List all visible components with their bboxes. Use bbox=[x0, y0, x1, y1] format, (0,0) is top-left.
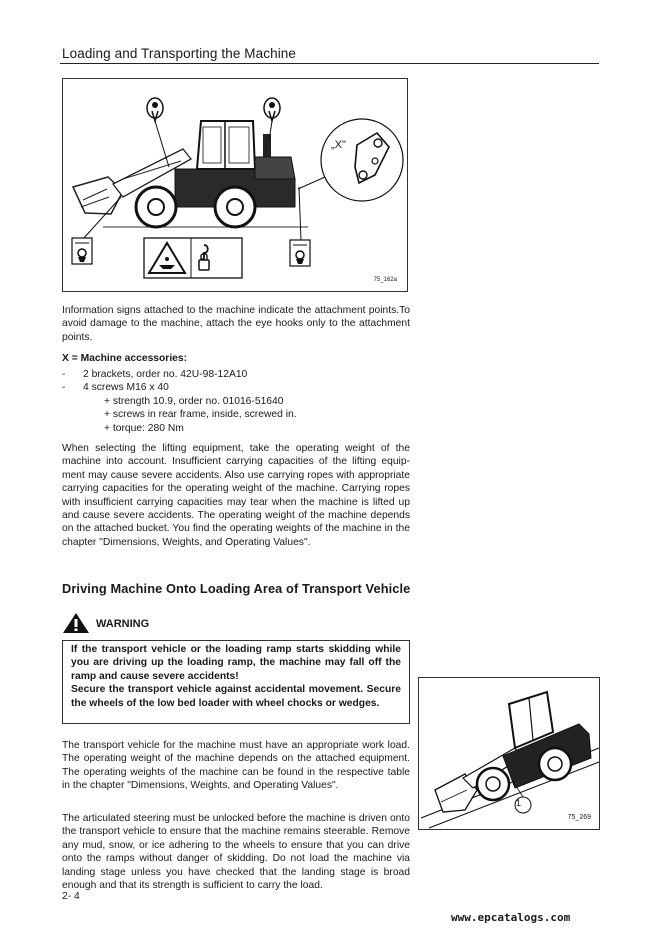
list-item-text: 4 screws M16 x 40 bbox=[83, 382, 169, 394]
crush-hazard-warning-icon bbox=[143, 237, 243, 279]
page-number: 2- 4 bbox=[62, 891, 80, 902]
callout-number: 1 bbox=[516, 798, 522, 808]
warning-text: Secure the transport vehicle against accidental movement. Secure the wheels of the low bed loader with wheel chocks or wedges. bbox=[71, 684, 401, 709]
sub-item: + torque: 280 Nm bbox=[104, 422, 184, 434]
lifting-eye-icon bbox=[146, 97, 164, 125]
list-item bbox=[62, 368, 410, 381]
warning-box bbox=[62, 640, 410, 724]
ramp-loading-figure bbox=[418, 677, 600, 830]
list-item bbox=[62, 381, 410, 435]
figure-code: 75_162a bbox=[373, 277, 397, 283]
lifting-paragraph: When selecting the lifting equipment, take the operating weight of the machine into account. Insufficient carrying capacities of the lifting equip-ment may cause severe accidents. Also use carrying ropes with appropriate carrying capacities for the operating weight of the machine. Carrying ropes with insufficient carrying capacities may tear when the machine is lifted up and cause severe accidents. The operating weight of the machine depends on the attached bucket. You find the operating weights of the machine in the chapter "Dimensions, Weights, and Operating Values". bbox=[62, 443, 410, 548]
lifting-points-figure bbox=[62, 78, 408, 292]
warning-text: If the transport vehicle or the loading ramp starts skidding while you are driving up the loading ramp, the machine may fall off the ramp and cause severe accidents! bbox=[71, 644, 401, 682]
lifting-eye-icon bbox=[263, 97, 281, 125]
intro-paragraph: Information signs attached to the machine indicate the attachment points.To avoid damage to the machine, attach the eye hooks only to the attachment points. bbox=[62, 305, 410, 343]
sub-item: + strength 10.9, order no. 01016-51640 bbox=[104, 395, 284, 407]
header-rule bbox=[60, 63, 599, 64]
warning-triangle-icon bbox=[62, 612, 90, 634]
steering-paragraph: The articulated steering must be unlocked before the machine is driven onto the transport vehicle to ensure that the machine remains steerable. Remove any mud, snow, or ice adhering to the wheels to ensure that you can drive onto the ramps without danger of skidding. Do not load the machine via landing stage unless you have checked that the landing stage is broad enough and that its strength is sufficient to carry the load. bbox=[62, 813, 410, 892]
list-dash: - bbox=[62, 382, 66, 394]
tie-down-icon bbox=[71, 237, 93, 265]
transport-paragraph: The transport vehicle for the machine must have an appropriate work load. The operating weight of the machine depends on the attached equipment. The operating weights of the machine can be found in the respective table in the chapter "Dimensions, Weights, and Operating Values". bbox=[62, 740, 410, 792]
warning-label: WARNING bbox=[96, 618, 150, 630]
section-heading: Driving Machine Onto Loading Area of Transport Vehicle bbox=[62, 581, 411, 596]
accessories-list bbox=[62, 368, 410, 435]
tie-down-icon bbox=[289, 239, 311, 267]
sub-item: + screws in rear frame, inside, screwed in. bbox=[104, 409, 297, 421]
accessories-heading: X = Machine accessories: bbox=[62, 353, 188, 364]
watermark-link[interactable]: www.epcatalogs.com bbox=[451, 911, 571, 924]
page-header-title: Loading and Transporting the Machine bbox=[62, 46, 297, 61]
figure-code: 75_269 bbox=[567, 814, 591, 821]
list-dash: - bbox=[62, 369, 66, 380]
list-item-text: 2 brackets, order no. 42U-98-12A10 bbox=[83, 369, 248, 380]
wheel-loader-ramp-illustration bbox=[419, 678, 601, 831]
detail-callout-label: „X" bbox=[331, 139, 346, 151]
hook-lock-icon bbox=[195, 243, 213, 273]
attachment-bracket-icon bbox=[319, 117, 405, 203]
